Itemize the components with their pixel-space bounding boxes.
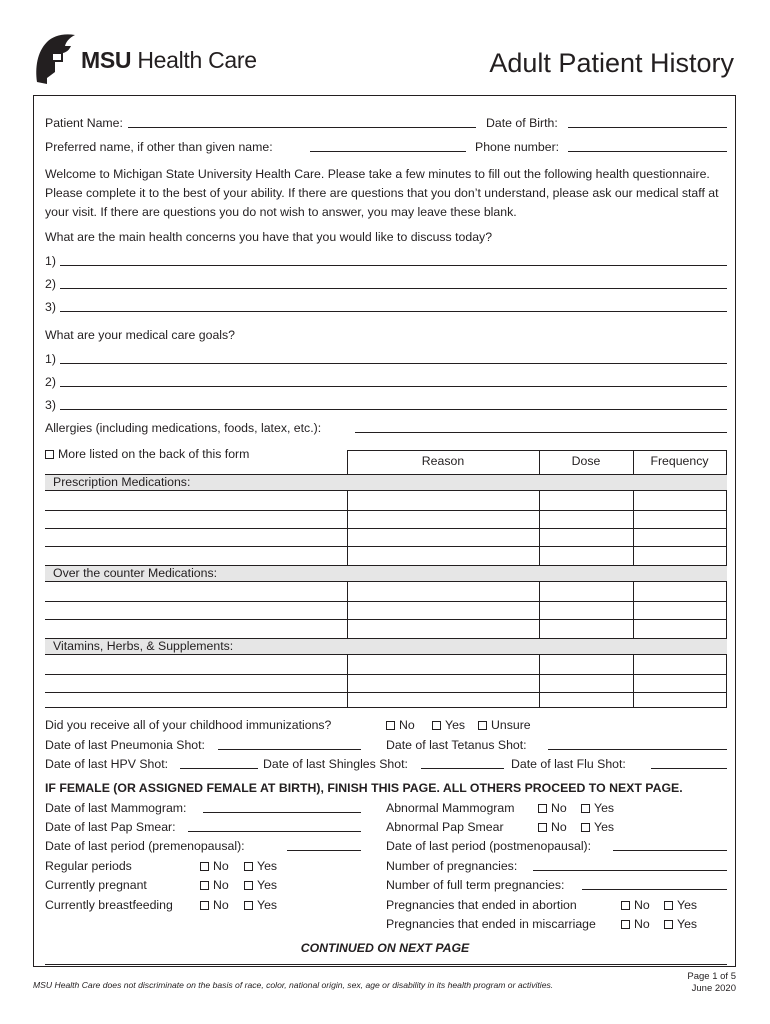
period-pre-label: Date of last period (premenopausal): [45,839,245,853]
num-pregnancies-field[interactable] [533,870,727,871]
concern-field-2[interactable] [60,288,727,289]
period-pre-field[interactable] [287,850,361,851]
concern-field-1[interactable] [60,265,727,266]
breastfeeding-label: Currently breastfeeding [45,898,173,912]
tetanus-field[interactable] [548,749,727,750]
abnormal-pap-no-checkbox[interactable]: No [538,819,567,835]
shingles-field[interactable] [421,768,504,769]
checkbox-icon [244,901,253,910]
phone-label: Phone number: [475,140,560,154]
abortion-label: Pregnancies that ended in abortion [386,898,577,912]
preferred-name-label: Preferred name, if other than given name: [45,140,273,154]
concern-field-3[interactable] [60,311,727,312]
regular-no-checkbox[interactable]: No [200,858,229,874]
checkbox-icon [244,862,253,871]
breastfeeding-yes-checkbox[interactable]: Yes [244,897,277,913]
checkbox-icon [538,823,547,832]
hpv-field[interactable] [180,768,258,769]
abortion-no-checkbox[interactable]: No [621,897,650,913]
pregnant-yes-checkbox[interactable]: Yes [244,877,277,893]
immunization-no-checkbox[interactable]: No [386,717,415,733]
page-title: Adult Patient History [489,48,734,78]
shingles-label: Date of last Shingles Shot: [263,757,408,771]
num-full-term-label: Number of full term pregnancies: [386,878,565,892]
abnormal-pap-yes-checkbox[interactable]: Yes [581,819,614,835]
checkbox-icon [386,721,395,730]
phone-field[interactable] [568,151,727,152]
col-header-frequency: Frequency [650,454,709,468]
abnormal-mammogram-yes-checkbox[interactable]: Yes [581,800,614,816]
allergies-field[interactable] [355,432,727,433]
checkbox-icon [200,901,209,910]
regular-periods-label: Regular periods [45,859,132,873]
regular-yes-checkbox[interactable]: Yes [244,858,277,874]
goals-question: What are your medical care goals? [45,328,236,342]
hpv-label: Date of last HPV Shot: [45,757,169,771]
concern-item-3: 3) [45,300,56,314]
footer-divider [45,964,727,965]
footer-disclaimer: MSU Health Care does not discriminate on the basis of race, color, national origin, sex, age or disability in its health program or activities. [33,980,554,990]
immunization-question: Did you receive all of your childhood immunizations? [45,718,332,732]
table-row[interactable] [45,601,727,602]
section-vitamins: Vitamins, Herbs, & Supplements: [45,638,727,655]
pap-label: Date of last Pap Smear: [45,820,176,834]
flu-label: Date of last Flu Shot: [511,757,626,771]
continued-notice: CONTINUED ON NEXT PAGE [300,941,470,955]
female-section-heading: IF FEMALE (OR ASSIGNED FEMALE AT BIRTH), FINISH THIS PAGE. ALL OTHERS PROCEED TO NEXT PAGE. [45,781,683,795]
checkbox-icon [538,804,547,813]
abnormal-mammogram-no-checkbox[interactable]: No [538,800,567,816]
mammogram-label: Date of last Mammogram: [45,801,187,815]
miscarriage-yes-checkbox[interactable]: Yes [664,916,697,932]
table-row[interactable] [45,707,727,708]
tetanus-label: Date of last Tetanus Shot: [386,738,527,752]
checkbox-icon [664,901,673,910]
num-full-term-field[interactable] [582,889,727,890]
pap-field[interactable] [188,831,361,832]
checkbox-icon [581,804,590,813]
flu-field[interactable] [651,768,727,769]
table-row[interactable] [45,619,727,620]
immunization-unsure-checkbox[interactable]: Unsure [478,717,531,733]
checkbox-icon [581,823,590,832]
checkbox-icon [621,901,630,910]
concern-item-2: 2) [45,277,56,291]
logo-wordmark: MSU Health Care [81,47,257,73]
abnormal-pap-label: Abnormal Pap Smear [386,820,504,834]
checkbox-icon [244,881,253,890]
checkbox-icon [200,881,209,890]
col-header-dose: Dose [571,454,601,468]
mammogram-field[interactable] [203,812,361,813]
spartan-helmet-icon [33,32,77,86]
breastfeeding-no-checkbox[interactable]: No [200,897,229,913]
table-row[interactable] [45,674,727,675]
checkbox-icon [664,920,673,929]
dob-field[interactable] [568,127,727,128]
immunization-yes-checkbox[interactable]: Yes [432,717,465,733]
preferred-name-field[interactable] [310,151,466,152]
table-row[interactable] [45,528,727,529]
goal-field-2[interactable] [60,386,727,387]
patient-name-label: Patient Name: [45,116,123,130]
checkbox-icon [200,862,209,871]
currently-pregnant-label: Currently pregnant [45,878,147,892]
revision-date: June 2020 [691,983,736,994]
period-post-label: Date of last period (postmenopausal): [386,839,592,853]
pneumonia-label: Date of last Pneumonia Shot: [45,738,205,752]
page-info [687,971,736,995]
miscarriage-label: Pregnancies that ended in miscarriage [386,917,596,931]
num-pregnancies-label: Number of pregnancies: [386,859,518,873]
patient-name-field[interactable] [128,127,476,128]
abnormal-mammogram-label: Abnormal Mammogram [386,801,515,815]
logo [33,32,263,86]
checkbox-icon [478,721,487,730]
page-number: Page 1 of 5 [687,971,736,982]
miscarriage-no-checkbox[interactable]: No [621,916,650,932]
pneumonia-field[interactable] [218,749,361,750]
goal-item-2: 2) [45,375,56,389]
section-prescription: Prescription Medications: [45,474,727,491]
medication-table [45,450,727,708]
checkbox-icon [621,920,630,929]
abortion-yes-checkbox[interactable]: Yes [664,897,697,913]
period-post-field[interactable] [613,850,727,851]
allergies-label: Allergies (including medications, foods, latex, etc.): [45,421,322,435]
goal-item-3: 3) [45,398,56,412]
checkbox-icon [432,721,441,730]
table-row[interactable] [45,510,727,511]
goal-item-1: 1) [45,352,56,366]
section-otc: Over the counter Medications: [45,565,727,582]
welcome-paragraph: Welcome to Michigan State University Health Care. Please take a few minutes to fill out the following health questionnaire. Please complete it to the best of your ability. If there are questions that you don’t understand, please ask our medical staff at your visit. If there are questions you do not wish to answer, you may leave these blank. [45,167,719,219]
goal-field-3[interactable] [60,409,727,410]
col-header-reason: Reason [421,454,465,468]
more-listed-label: More listed on the back of this form [58,447,250,461]
goal-field-1[interactable] [60,363,727,364]
table-row[interactable] [45,692,727,693]
pregnant-no-checkbox[interactable]: No [200,877,229,893]
concern-item-1: 1) [45,254,56,268]
concerns-question: What are the main health concerns you have that you would like to discuss today? [45,230,493,244]
table-row[interactable] [45,546,727,547]
dob-label: Date of Birth: [486,116,558,130]
